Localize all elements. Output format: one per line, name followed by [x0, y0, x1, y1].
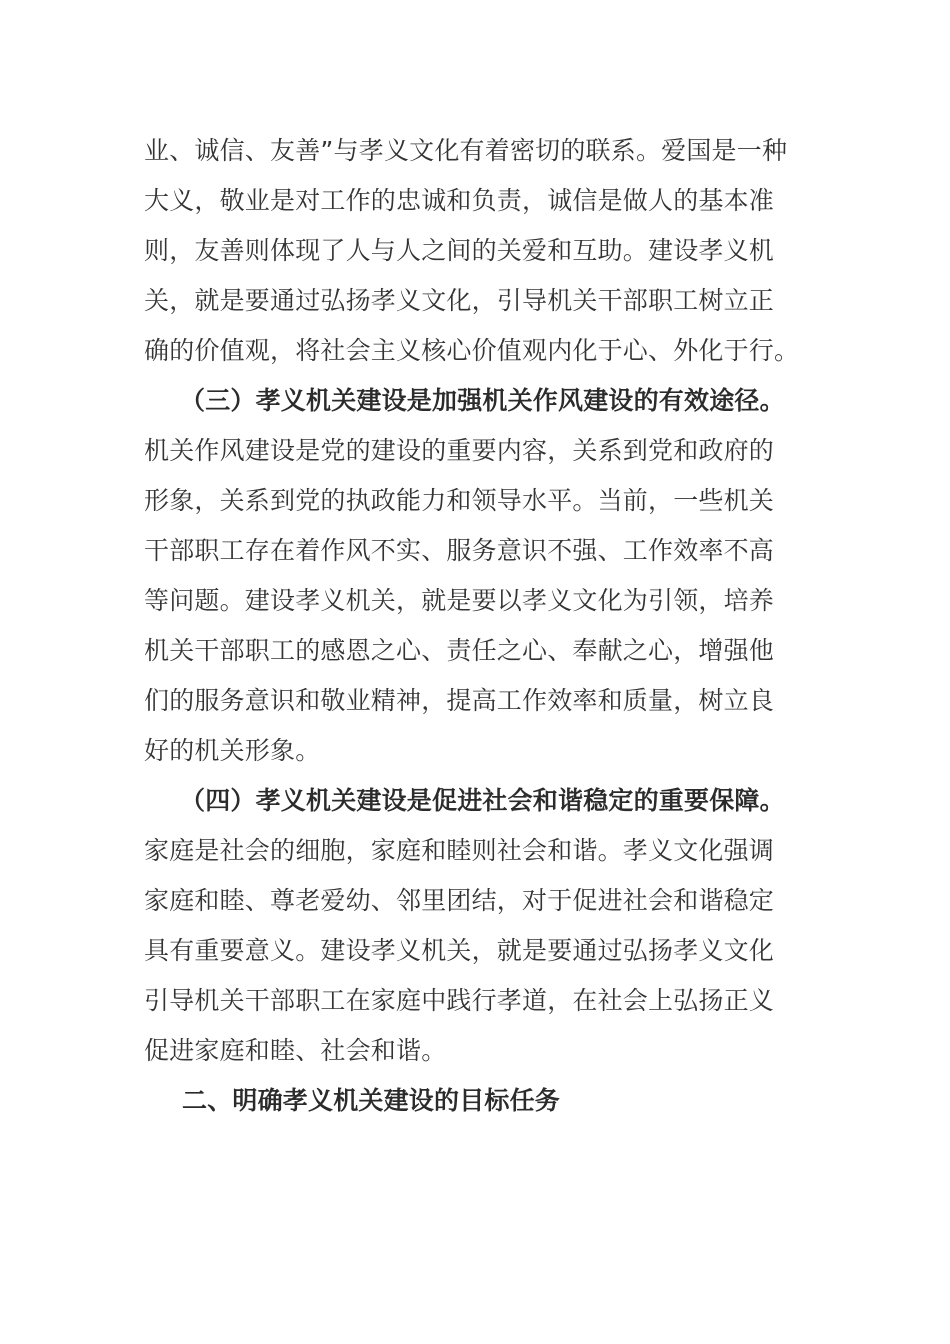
body-text-line: 们的服务意识和敬业精神，提高工作效率和质量，树立良 [144, 686, 775, 715]
section-heading-4: （四）孝义机关建设是促进社会和谐稳定的重要保障。 [180, 786, 785, 815]
body-text-line: 家庭是社会的细胞，家庭和睦则社会和谐。孝义文化强调 [144, 836, 775, 865]
body-text-line: 机关作风建设是党的建设的重要内容，关系到党和政府的 [144, 436, 775, 465]
body-text-line: 家庭和睦、尊老爱幼、邻里团结，对于促进社会和谐稳定 [144, 886, 775, 915]
body-text-line: 确的价值观，将社会主义核心价值观内化于心、外化于行。 [144, 336, 800, 365]
body-text-line: 业、诚信、友善”与孝义文化有着密切的联系。爱国是一种 [144, 136, 788, 165]
body-text-line: 大义，敬业是对工作的忠诚和负责，诚信是做人的基本准 [144, 186, 775, 215]
body-text-line: 形象，关系到党的执政能力和领导水平。当前，一些机关 [144, 486, 775, 515]
section-heading-3: （三）孝义机关建设是加强机关作风建设的有效途径。 [180, 386, 785, 415]
chapter-heading-2: 二、明确孝义机关建设的目标任务 [182, 1086, 561, 1115]
body-text-line: 关，就是要通过弘扬孝义文化，引导机关干部职工树立正 [144, 286, 775, 315]
body-text-line: 等问题。建设孝义机关，就是要以孝义文化为引领，培养 [144, 586, 775, 615]
body-text-line: 促进家庭和睦、社会和谐。 [144, 1036, 447, 1065]
body-text-line: 引导机关干部职工在家庭中践行孝道，在社会上弘扬正义 [144, 986, 775, 1015]
body-text-line: 干部职工存在着作风不实、服务意识不强、工作效率不高 [144, 536, 775, 565]
body-text-line: 好的机关形象。 [144, 736, 321, 765]
body-text-line: 具有重要意义。建设孝义机关，就是要通过弘扬孝义文化 [144, 936, 775, 965]
body-text-line: 机关干部职工的感恩之心、责任之心、奉献之心，增强他 [144, 636, 775, 665]
body-text-line: 则，友善则体现了人与人之间的关爱和互助。建设孝义机 [144, 236, 775, 265]
